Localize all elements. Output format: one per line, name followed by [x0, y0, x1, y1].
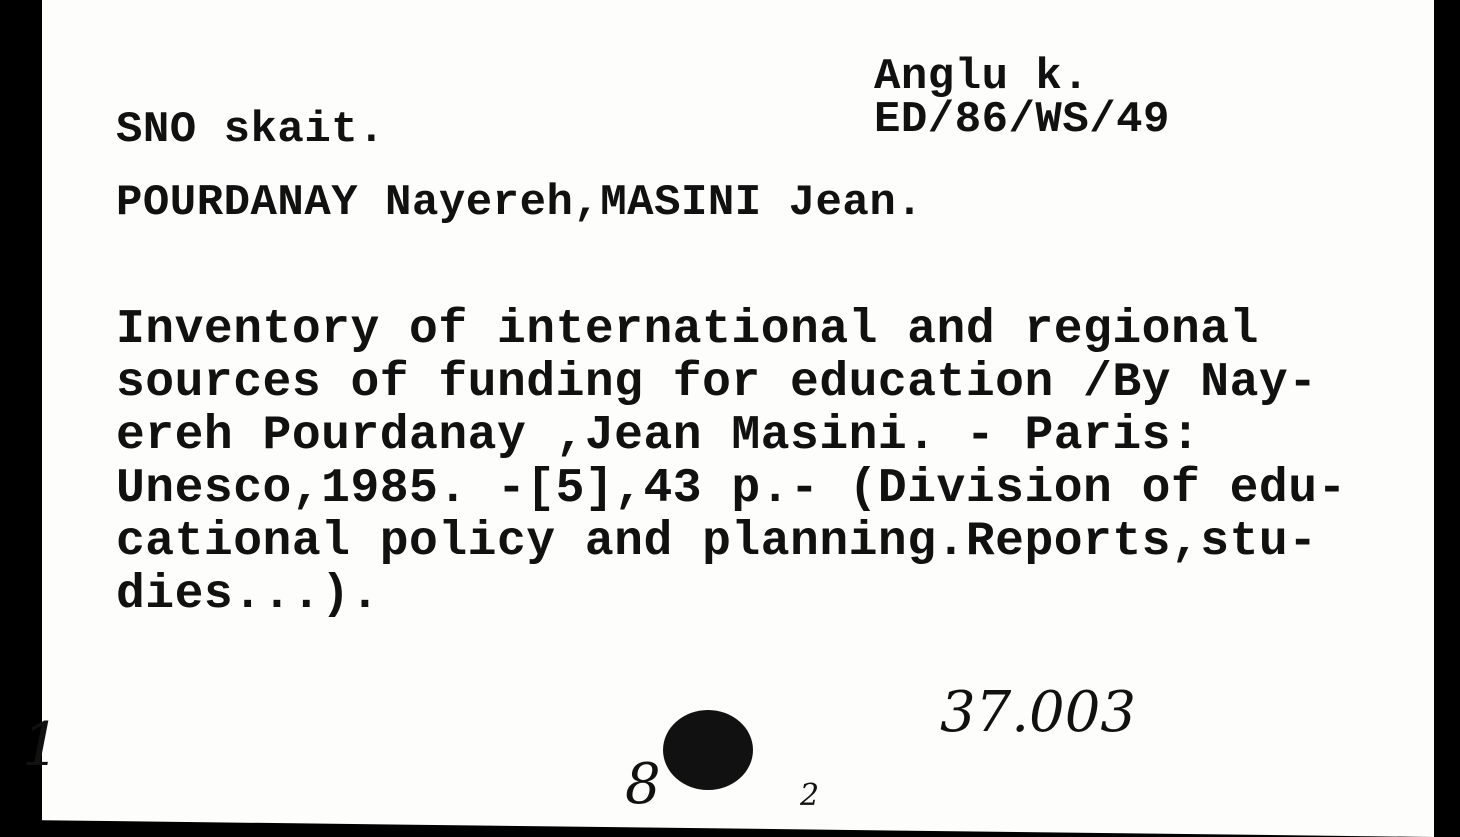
body-line-4: Unesco,1985. -[5],43 p.- (Division of edu-	[116, 462, 1347, 516]
body-line-2: sources of funding for education /By Nay-	[116, 356, 1318, 410]
punch-hole-dot	[663, 710, 753, 790]
authors-line: POURDANAY Nayereh,MASINI Jean.	[116, 178, 924, 228]
call-number: ED/86/WS/49	[874, 95, 1170, 145]
body-line-1: Inventory of international and regional	[116, 303, 1259, 357]
margin-mark: 1	[22, 710, 61, 780]
handwritten-subscript: 2	[800, 778, 820, 813]
body-line-3: ereh Pourdanay ,Jean Masini. - Paris:	[116, 409, 1201, 463]
handwritten-digit: 8	[625, 752, 661, 817]
series-label: SNO skait.	[116, 105, 386, 155]
location-label: Anglu k.	[874, 52, 1090, 102]
body-line-6: dies...).	[116, 568, 380, 622]
body-line-5: cational policy and planning.Reports,stu-	[116, 515, 1318, 569]
handwritten-number: 37.003	[940, 680, 1136, 745]
